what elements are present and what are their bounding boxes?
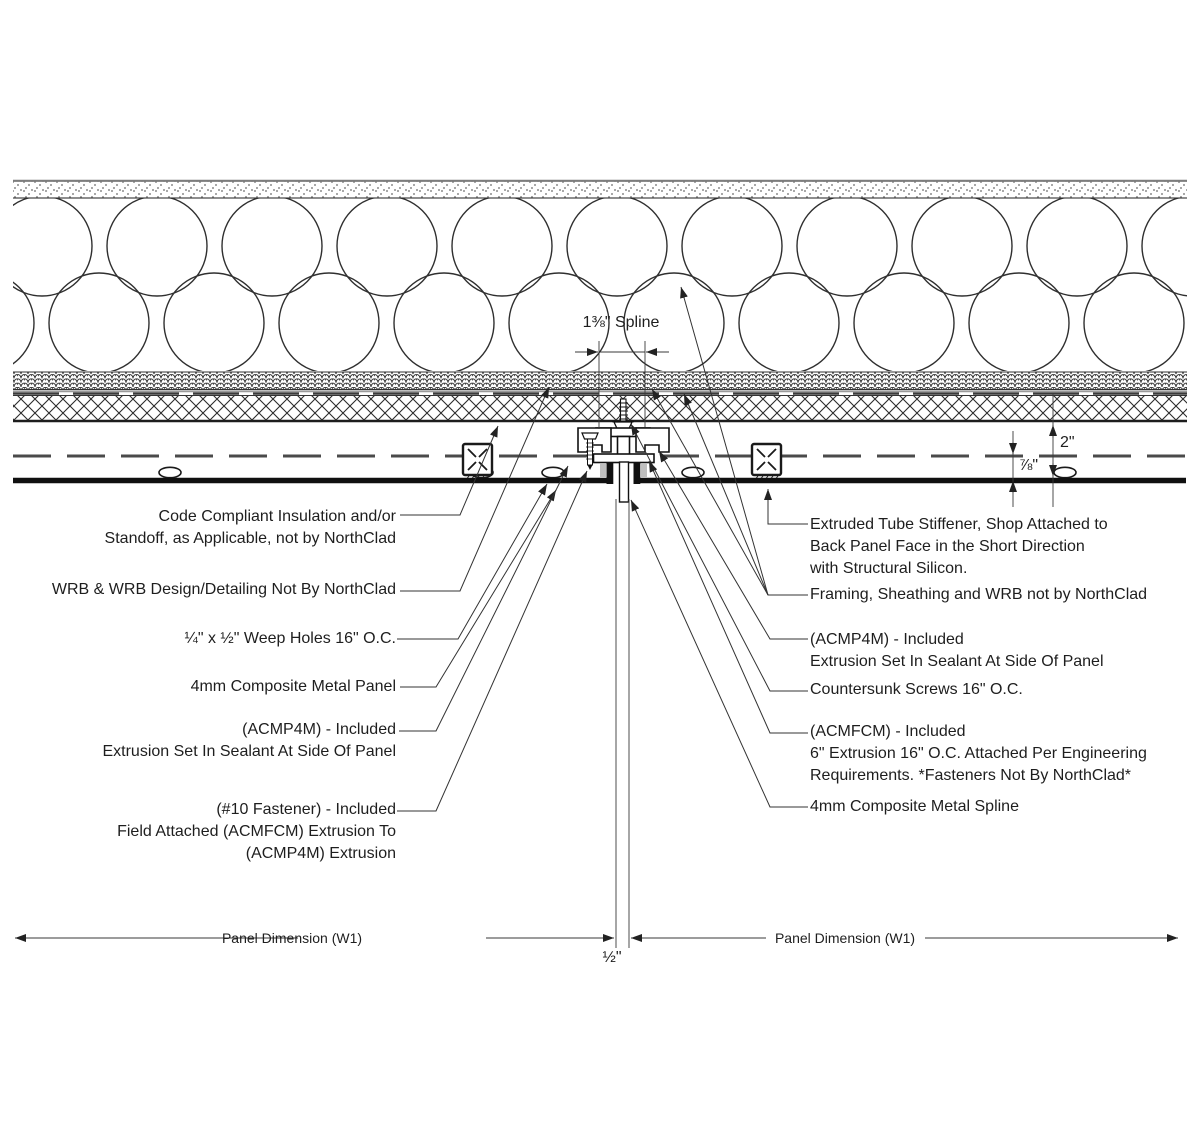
label-line: Requirements. *Fasteners Not By NorthClad* bbox=[810, 767, 1132, 784]
weep-holes bbox=[159, 467, 1076, 477]
dim-panel-left: Panel Dimension (W1) bbox=[221, 930, 363, 946]
label-code-compliant-insulation bbox=[105, 506, 396, 550]
sealant-right bbox=[641, 464, 647, 477]
label-line: (ACMP4M) Extrusion bbox=[245, 845, 396, 862]
dim-cavity-depth: 2" bbox=[1060, 434, 1075, 451]
label-line: with Structural Silicon. bbox=[810, 560, 968, 577]
label-line: Countersunk Screws 16" O.C. bbox=[810, 681, 1023, 698]
label-acmp4m-left bbox=[102, 719, 396, 763]
dim-joint-gap-lines bbox=[616, 499, 629, 948]
leader-acmfcm bbox=[649, 461, 808, 733]
label-line: Standoff, as Applicable, not by NorthClad bbox=[104, 530, 396, 547]
label-tube-stiffener bbox=[810, 514, 1108, 580]
label-line: (ACMP4M) - Included bbox=[242, 721, 396, 738]
panel-return-right bbox=[634, 461, 641, 484]
tube-stiffener-right bbox=[752, 444, 781, 481]
label-line: Extrusion Set In Sealant At Side Of Panel bbox=[102, 743, 396, 760]
label-line: 4mm Composite Metal Spline bbox=[810, 798, 1019, 815]
metal-spline bbox=[620, 462, 629, 502]
label-line: 4mm Composite Metal Panel bbox=[190, 678, 396, 695]
leader-panel bbox=[400, 490, 556, 687]
dim-panel-offset: ⅞" bbox=[1019, 457, 1039, 474]
label-composite-panel bbox=[191, 676, 396, 698]
label-acmp4m-right bbox=[810, 629, 1104, 673]
leader-acmp4m-left bbox=[399, 466, 568, 731]
label-framing-sheathing-wrb bbox=[810, 584, 1147, 606]
label-line: Back Panel Face in the Short Direction bbox=[810, 538, 1085, 555]
gypsum-stipple-band bbox=[13, 180, 1187, 198]
label-line: 6" Extrusion 16" O.C. Attached Per Engineering bbox=[810, 745, 1147, 762]
label-line: Extruded Tube Stiffener, Shop Attached to bbox=[810, 516, 1108, 533]
label-line: Framing, Sheathing and WRB not by NorthClad bbox=[810, 586, 1148, 603]
label-composite-spline bbox=[810, 796, 1019, 818]
dim-panel-right: Panel Dimension (W1) bbox=[774, 930, 916, 946]
label-line: WRB & WRB Design/Detailing Not By NorthClad bbox=[51, 581, 396, 598]
label-line: (ACMP4M) - Included bbox=[810, 631, 964, 648]
leader-weep-holes bbox=[397, 484, 547, 639]
label-line: (#10 Fastener) - Included bbox=[216, 801, 396, 818]
dim-spline-width: 1⅜" Spline bbox=[582, 314, 660, 331]
dim-joint-gap: ½" bbox=[602, 949, 622, 966]
label-weep-holes bbox=[185, 628, 397, 650]
label-line: ¼" x ½" Weep Holes 16" O.C. bbox=[184, 630, 396, 647]
batt-insulation-band bbox=[13, 198, 1187, 371]
weep-hole bbox=[159, 467, 181, 477]
weep-hole bbox=[1054, 467, 1076, 477]
leader-tube-stiffener bbox=[768, 489, 808, 524]
leader-10-fastener bbox=[397, 471, 587, 811]
label-line: Extrusion Set In Sealant At Side Of Panel bbox=[810, 653, 1104, 670]
panel-return-left bbox=[607, 461, 614, 484]
label-countersunk-screws bbox=[810, 679, 1023, 701]
acmp4m-extrusion-left bbox=[578, 428, 611, 452]
insulation-crosshatch-band bbox=[13, 396, 1187, 421]
leader-spline bbox=[631, 500, 808, 807]
sheathing-texture-band bbox=[13, 372, 1187, 390]
label-wrb-design bbox=[52, 579, 396, 601]
label-line: Code Compliant Insulation and/or bbox=[158, 508, 396, 525]
label-10-fastener bbox=[117, 799, 396, 865]
label-line: (ACMFCM) - Included bbox=[810, 723, 966, 740]
weep-hole bbox=[542, 467, 564, 477]
sealant-left bbox=[600, 464, 606, 477]
label-line: Field Attached (ACMFCM) Extrusion To bbox=[117, 823, 396, 840]
acmp4m-extrusion-right bbox=[636, 428, 669, 452]
label-acmfcm bbox=[810, 721, 1147, 787]
